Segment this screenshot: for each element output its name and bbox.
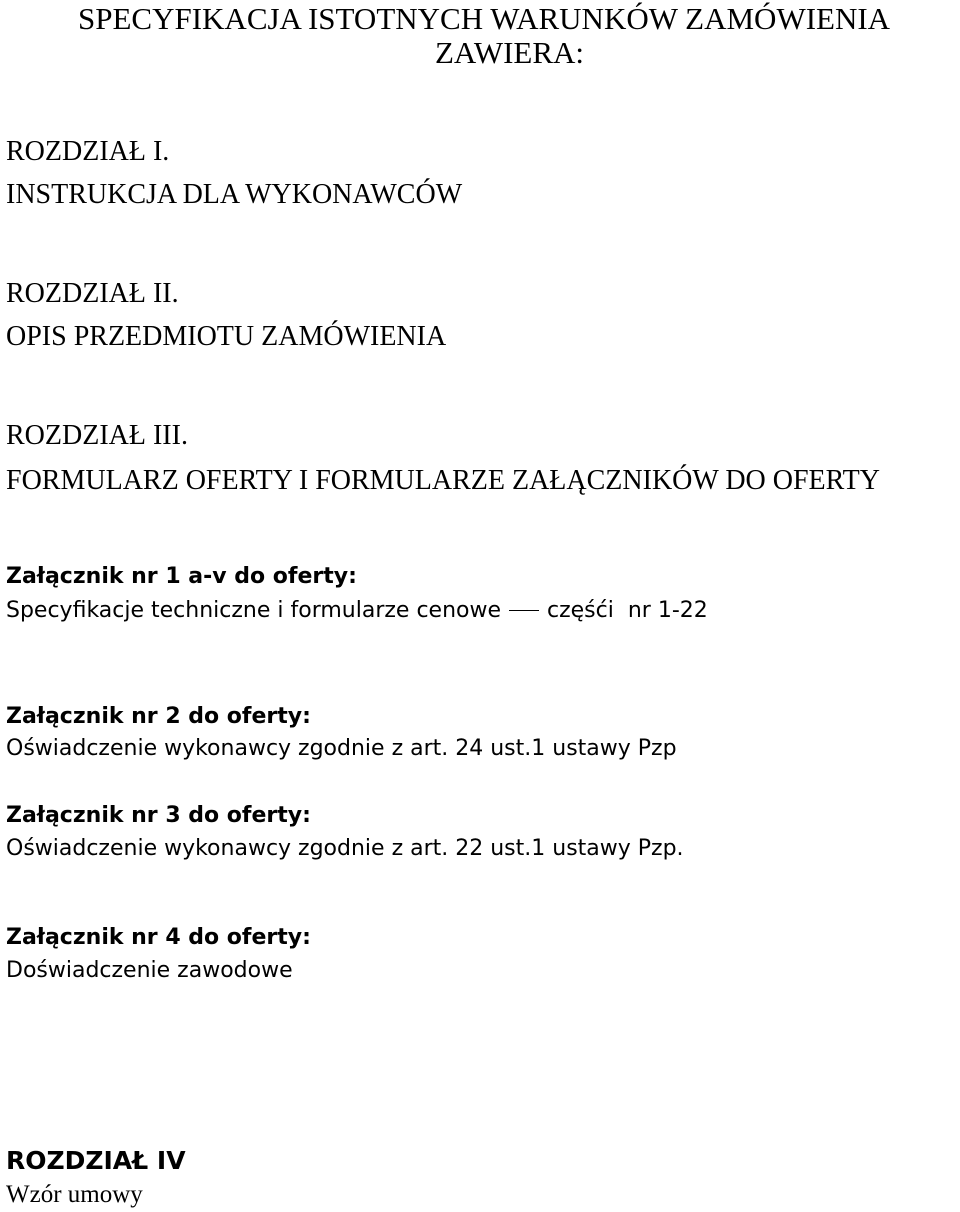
dash-separator — [509, 610, 539, 611]
chapter-3-heading: ROZDZIAŁ III. — [6, 420, 188, 451]
attachment-2-heading: Załącznik nr 2 do oferty: — [6, 704, 311, 729]
attachment-2-text: Oświadczenie wykonawcy zgodnie z art. 24 ust.1 ustawy Pzp — [6, 736, 677, 761]
attachment-4-text: Doświadczenie zawodowe — [6, 958, 293, 983]
document-title-line-2: ZAWIERA: — [435, 35, 585, 70]
attachment-1-text-part-1: Specyfikacje techniczne i formularze cenowe — [6, 598, 501, 623]
attachment-3-text: Oświadczenie wykonawcy zgodnie z art. 22 ust.1 ustawy Pzp. — [6, 836, 684, 861]
chapter-4-heading: ROZDZIAŁ IV — [6, 1146, 186, 1175]
chapter-1-heading: ROZDZIAŁ I. — [6, 136, 170, 167]
document-title-line-1: SPECYFIKACJA ISTOTNYCH WARUNKÓW ZAMÓWIENIA — [78, 1, 891, 36]
chapter-3-text: FORMULARZ OFERTY I FORMULARZE ZAŁĄCZNIKÓW DO OFERTY — [6, 465, 880, 496]
chapter-1-text: INSTRUKCJA DLA WYKONAWCÓW — [6, 179, 463, 210]
attachment-4-heading: Załącznik nr 4 do oferty: — [6, 925, 311, 950]
chapter-2-heading: ROZDZIAŁ II. — [6, 278, 179, 309]
attachment-1-text-part-2: częśći nr 1-22 — [547, 598, 708, 623]
attachment-1-heading: Załącznik nr 1 a-v do oferty: — [6, 564, 357, 589]
chapter-4-text: Wzór umowy — [6, 1181, 143, 1208]
attachment-3-heading: Załącznik nr 3 do oferty: — [6, 803, 311, 828]
chapter-2-text: OPIS PRZEDMIOTU ZAMÓWIENIA — [6, 321, 447, 352]
attachment-1-text — [6, 600, 708, 622]
